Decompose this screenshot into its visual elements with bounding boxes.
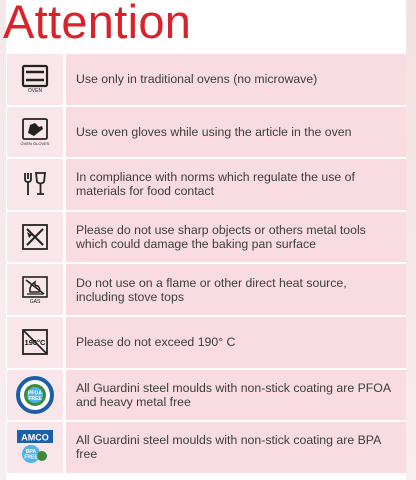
warning-text: Do not use on a flame or other direct heat source, including stove tops [66, 264, 406, 315]
warning-text: Use oven gloves while using the article in the oven [66, 107, 406, 158]
warning-text: All Guardini steel moulds with non-stick coating are BPA free [66, 422, 406, 473]
warnings-table [7, 54, 406, 475]
warning-row [7, 422, 406, 473]
warning-text: Use only in traditional ovens (no microwave) [66, 54, 406, 105]
max-temperature-icon [7, 317, 63, 368]
svg-text:OVEN GLOVES: OVEN GLOVES [20, 140, 50, 146]
svg-text:190°C: 190°C [24, 338, 46, 348]
svg-text:FREE: FREE [24, 454, 38, 461]
warning-row [7, 107, 406, 158]
warning-text: Please do not use sharp objects or others metal tools which could damage the baking pan surface [66, 212, 406, 263]
svg-text:FREE: FREE [28, 395, 42, 402]
pfoa-free-badge-icon [7, 370, 63, 421]
warning-row [7, 159, 406, 210]
svg-text:BPA: BPA [25, 449, 37, 456]
oven-gloves-icon [7, 107, 63, 158]
no-flame-icon [7, 264, 63, 315]
warning-row [7, 370, 406, 421]
svg-text:GAS: GAS [29, 298, 41, 305]
warning-row [7, 264, 406, 315]
bpa-free-badge-icon [7, 422, 63, 473]
page-title: Attention [3, 0, 192, 48]
warning-row [7, 317, 406, 368]
warning-row [7, 212, 406, 263]
food-contact-icon [7, 159, 63, 210]
warning-text: All Guardini steel moulds with non-stick coating are PFOA and heavy metal free [66, 370, 406, 421]
svg-text:OVEN: OVEN [27, 88, 43, 95]
background-strip-left [0, 0, 6, 480]
svg-text:AMCO: AMCO [21, 432, 49, 443]
oven-icon [7, 54, 63, 105]
warning-text: Please do not exceed 190° C [66, 317, 406, 368]
no-sharp-tools-icon [7, 212, 63, 263]
svg-text:PFOA: PFOA [28, 390, 42, 397]
warning-text: In compliance with norms which regulate the use of materials for food contact [66, 159, 406, 210]
warning-row [7, 54, 406, 105]
background-strip-right [406, 0, 416, 480]
